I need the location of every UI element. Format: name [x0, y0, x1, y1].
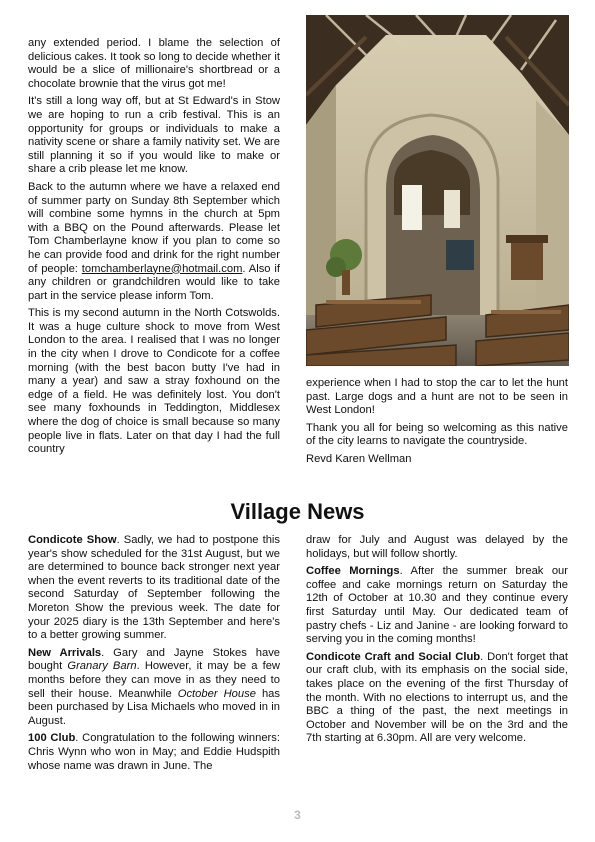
news-text-arrivals: . Gary and Jayne Stokes have bought: [28, 646, 281, 673]
paragraph-summer-party: [28, 181, 280, 303]
article-column-top-right: [306, 377, 568, 471]
paragraph-crib-festival: It's still a long way off, but at St Edward's in Stow we are hoping to run a crib festival. This is an opportunity for groups or individuals to make a nativity scene or share a family nativity set. We are still planning it so if you would like to make or share a crib please let me know.: [28, 95, 280, 176]
news-item-100-club: [28, 732, 280, 773]
article-column-top-left: [28, 37, 280, 461]
news-item-coffee: [306, 565, 568, 647]
news-text-100-club: . Congratulation to the following winners: Chris Wynn who won in May; and Eddie Hudspith whose name was drawn in June. The: [28, 732, 280, 772]
paragraph-hunt: experience when I had to stop the car to let the hunt past. Large dogs and a hunt are not to be seen in West London!: [306, 377, 568, 417]
house-name-granary-barn: Granary Barn: [67, 660, 137, 673]
news-column-right: [306, 534, 568, 750]
house-name-october-house: October House: [177, 687, 256, 700]
news-text-arrivals-3: has been purchased by Lisa Michaels who moved in in August.: [28, 687, 280, 727]
news-heading-coffee: Coffee Mornings: [306, 565, 400, 578]
paragraph-cakes: any extended period. I blame the selection of delicious cakes. It took so long to decide whether it would be a slice of millionaire's shortbread or a chocolate brownie that the virus got me!: [28, 37, 280, 90]
news-item-arrivals: [28, 647, 280, 729]
news-heading-craft: Condicote Craft and Social Club: [306, 650, 481, 663]
news-item-craft: [306, 651, 568, 746]
paragraph-second-autumn: This is my second autumn in the North Cotswolds. It was a huge culture shock to move from West London to the area. I realised that I was no longer in the city when I drove to Condicote for a coffee morning (with the best bacon butty I've had in many a year) and saw a stray foxhound on the edge of a field. He was definitely lost. You don't see many foxhounds in Teddington, Middlesex where the dog of choice is small because so many people live in flats. Later on that day I had the full country: [28, 307, 280, 456]
signature: Revd Karen Wellman: [306, 452, 412, 465]
news-heading-arrivals: New Arrivals: [28, 646, 102, 659]
party-text-end: . Also if any children or grandchildren would like to take part in the service please inform Tom.: [28, 262, 280, 302]
news-text-draw: draw for July and August was delayed by the holidays, but will follow shortly.: [306, 534, 568, 560]
page-number: 3: [294, 808, 301, 822]
section-title: Village News: [230, 499, 365, 524]
news-item-show: [28, 534, 280, 643]
email-link[interactable]: tomchamberlayne@hotmail.com: [81, 262, 243, 275]
news-text-craft: . Don't forget that our craft club, with its emphasis on the social side, takes place on the evening of the first Thursday of the month. With no elections to interrupt us, and the BBC a thing of the past, the next meetings in October and November will be on the 3rd and the 7th starting at 6.30pm. All are very welcome.: [306, 650, 569, 745]
news-column-left: [28, 534, 280, 777]
news-text-show: . Sadly, we had to postpone this year's show scheduled for the 31st August, but we are determined to bounce back stronger next year when the event reverts to its traditional date of the second Saturday of September following the Moreton Show the previous week. The date for your 2025 diary is the 13th September and here's to a better growing summer.: [28, 534, 280, 642]
paragraph-thanks: Thank you all for being so welcoming as this native of the city learns to navigate the countryside.: [306, 421, 568, 448]
church-interior-photo: [306, 15, 569, 366]
news-heading-show: Condicote Show: [28, 534, 117, 546]
news-heading-100-club: 100 Club: [28, 732, 76, 745]
news-text-coffee: . After the summer break our coffee and cake mornings return on Saturday the 12th of October at 10.30 and they continue every first Saturday until May. Our dedicated team of pastry chefs - Liz and Janine - are looking forward to serving you in the coming months!: [306, 565, 568, 646]
party-text: Back to the autumn where we have a relaxed end of summer party on Sunday 8th September which will combine some hymns in the church at 5pm with a BBQ on the Pound afterwards. Please let Tom Chamberlayne know if you plan to come so he can provide food and drink for the right number of people:: [28, 180, 280, 275]
news-text-arrivals-2: . However, it may be a few months before they can move in as they need to sell their house. Meanwhile: [28, 660, 281, 700]
